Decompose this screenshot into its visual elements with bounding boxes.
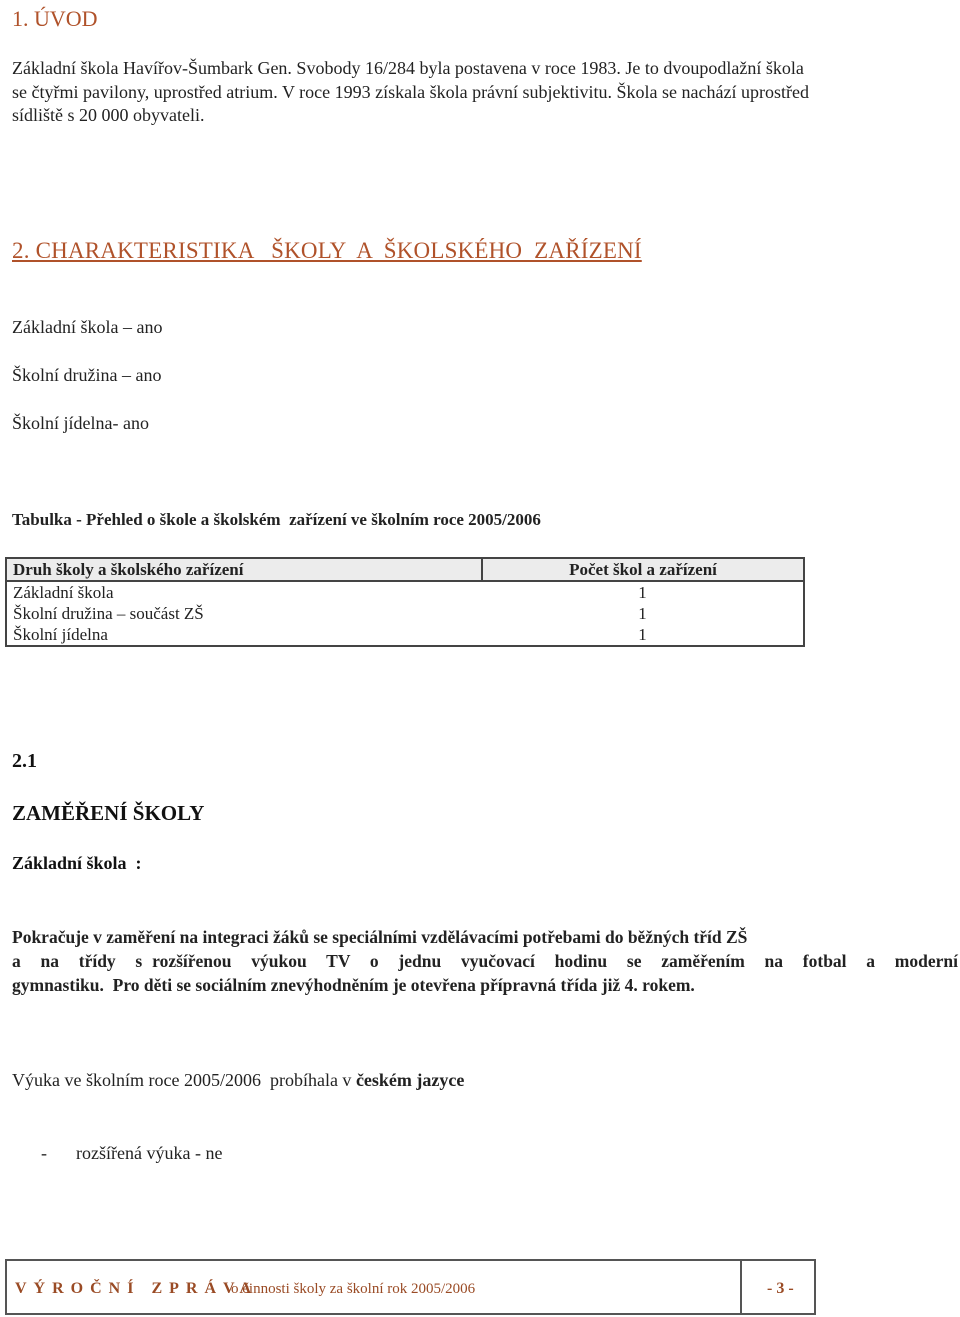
paragraph-line: gymnastiku. Pro děti se sociálním znevýhodněním je otevřena přípravná třída již 4. rokem. bbox=[12, 975, 695, 995]
table-cell: Školní družina – součást ZŠ bbox=[6, 603, 482, 624]
paragraph-line: Základní škola Havířov-Šumbark Gen. Svobody 16/284 byla postavena v roce 1983. Je to dvoupodlažní škola bbox=[12, 58, 804, 78]
footer-subtitle: o činnosti školy za školní rok 2005/2006 bbox=[231, 1281, 476, 1297]
section21-heading: ZAMĚŘENÍ ŠKOLY bbox=[12, 801, 205, 825]
section21-paragraph bbox=[12, 925, 958, 997]
bullet-text: rozšířená výuka - ne bbox=[76, 1143, 223, 1163]
table-header-type: Druh školy a školského zařízení bbox=[6, 558, 482, 581]
page-number: - 3 - bbox=[767, 1280, 794, 1297]
footer-left-cell bbox=[7, 1261, 742, 1313]
section1-paragraph bbox=[12, 57, 957, 128]
item-skolni-jidelna: Školní jídelna- ano bbox=[12, 413, 149, 433]
table-cell: 1 bbox=[482, 603, 804, 624]
item-zakladni-skola: Základní škola – ano bbox=[12, 317, 163, 337]
table-cell: Školní jídelna bbox=[6, 624, 482, 646]
language-prefix: Výuka ve školním roce 2005/2006 probíhala v bbox=[12, 1070, 356, 1090]
footer-title: VÝROČNÍ ZPRÁVA bbox=[15, 1280, 259, 1297]
section2-heading bbox=[12, 238, 642, 264]
table-caption: Tabulka - Přehled o škole a školském zařízení ve školním roce 2005/2006 bbox=[12, 510, 541, 529]
paragraph-line: a na třídy s rozšířenou výukou TV o jednu vyučovací hodinu se zaměřením na fotbal a moderní bbox=[12, 951, 958, 971]
table-header-count: Počet škol a zařízení bbox=[482, 558, 804, 581]
overview-table bbox=[5, 557, 805, 647]
bullet-dash: - bbox=[41, 1143, 47, 1163]
section1-heading: 1. ÚVOD bbox=[12, 6, 98, 31]
paragraph-line: Pokračuje v zaměření na integraci žáků se speciálními vzdělávacími potřebami do běžných tříd ZŠ bbox=[12, 927, 748, 947]
table-header-row bbox=[6, 558, 804, 581]
table-cell: Základní škola bbox=[6, 581, 482, 603]
section21-subheading: Základní škola : bbox=[12, 853, 142, 873]
paragraph-line: se čtyřmi pavilony, uprostřed atrium. V roce 1993 získala škola právní subjektivitu. Škola se nachází uprostřed bbox=[12, 81, 809, 102]
table-row bbox=[6, 624, 804, 646]
paragraph-line: sídliště s 20 000 obyvateli. bbox=[12, 105, 205, 125]
language-bold: českém jazyce bbox=[355, 1070, 465, 1090]
table-cell: 1 bbox=[482, 624, 804, 646]
table-cell: 1 bbox=[482, 581, 804, 603]
item-skolni-druzina: Školní družina – ano bbox=[12, 365, 162, 385]
table-row bbox=[6, 581, 804, 603]
section2-heading-text: 2. CHARAKTERISTIKA ŠKOLY A ŠKOLSKÉHO ZAŘÍZENÍ bbox=[12, 238, 642, 263]
language-line bbox=[12, 1070, 464, 1091]
section21-number: 2.1 bbox=[12, 750, 37, 772]
page-footer bbox=[5, 1259, 816, 1315]
table-row bbox=[6, 603, 804, 624]
